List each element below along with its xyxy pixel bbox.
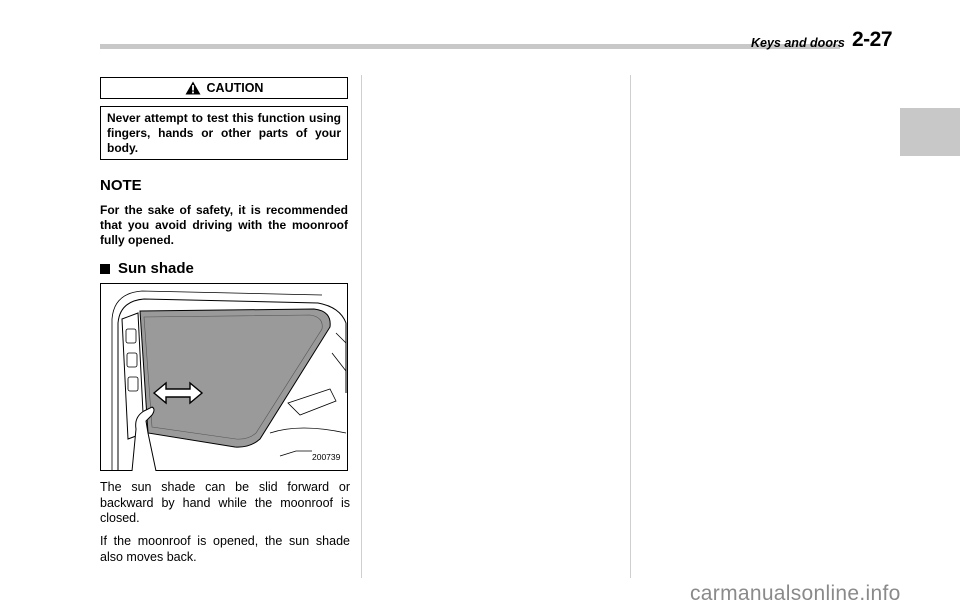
- chapter-thumb-tab: [900, 108, 960, 156]
- square-bullet-icon: [100, 264, 110, 274]
- page-number: 2-27: [852, 28, 893, 51]
- body-paragraph: If the moonroof is opened, the sun shade also moves back.: [100, 534, 350, 564]
- figure-code: 200739: [312, 452, 341, 462]
- section-heading: [100, 260, 194, 277]
- header-rule: [100, 44, 840, 49]
- section-heading-text: Sun shade: [118, 260, 194, 277]
- caution-title: CAUTION: [206, 81, 264, 95]
- watermark-text: carmanualsonline.info: [690, 582, 901, 605]
- column-divider: [630, 75, 631, 578]
- note-heading: NOTE: [100, 177, 142, 194]
- caution-header: [100, 77, 348, 99]
- sun-shade-illustration: [100, 283, 348, 471]
- header-section-title: Keys and doors: [751, 36, 845, 50]
- caution-box: [100, 106, 348, 160]
- caution-text: Never attempt to test this function using fingers, hands or other parts of your body.: [107, 111, 341, 155]
- column-divider: [361, 75, 362, 578]
- body-paragraph: The sun shade can be slid forward or backward by hand while the moonroof is closed.: [100, 480, 350, 525]
- warning-triangle-icon: [185, 81, 201, 95]
- note-text: For the sake of safety, it is recommended that you avoid driving with the moonroof fully opened.: [100, 203, 348, 247]
